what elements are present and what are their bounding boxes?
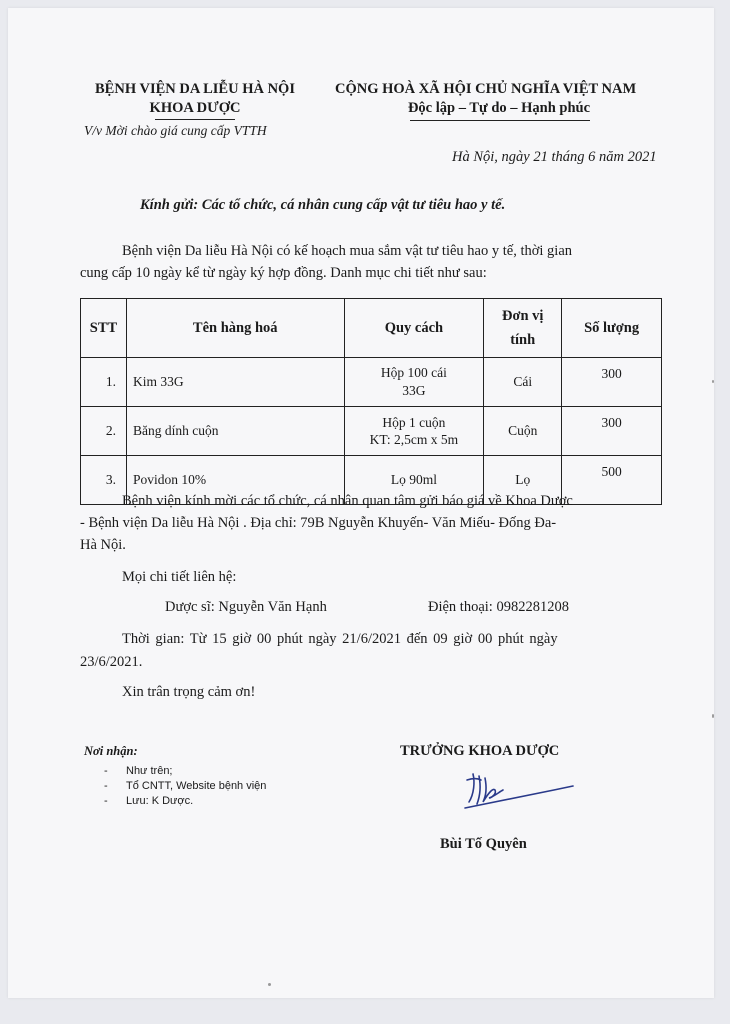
header-unit-line2: tính: [510, 332, 536, 348]
contact-person: Dược sĩ: Nguyễn Văn Hạnh: [165, 599, 327, 615]
handwritten-signature: [455, 768, 585, 818]
cell-name: Băng dính cuộn: [126, 407, 344, 456]
contact-intro: Mọi chi tiết liên hệ:: [122, 569, 237, 585]
cell-spec-line2: KT: 2,5cm x 5m: [369, 432, 459, 447]
motto-underline: [410, 120, 590, 121]
recipient-item: - Lưu: K Dược.: [104, 794, 266, 809]
scan-speck: [712, 380, 714, 383]
header-spec: Quy cách: [344, 299, 484, 358]
invite-line: - Bệnh viện Da liễu Hà Nội . Địa chỉ: 79B Nguyễn Khuyến- Văn Miếu- Đống Đa-: [80, 515, 557, 531]
salutation: Kính gửi: Các tổ chức, cá nhân cung cấp vật tư tiêu hao y tế.: [140, 197, 506, 213]
table-row: [81, 407, 662, 456]
invite-line: Bệnh viện kính mời các tổ chức, cá nhân quan tâm gửi báo giá về Khoa Dược: [122, 493, 573, 509]
items-table: [80, 298, 662, 505]
intro-line: cung cấp 10 ngày kể từ ngày ký hợp đồng. Danh mục chi tiết như sau:: [80, 265, 487, 281]
cell-unit: Cái: [484, 358, 562, 407]
scan-speck: [268, 983, 271, 986]
cell-stt: 1.: [81, 358, 127, 407]
national-motto: Độc lập – Tự do – Hạnh phúc: [407, 100, 591, 116]
recipients-list: [104, 764, 266, 809]
table-row: [81, 358, 662, 407]
table-header-row: [81, 299, 662, 358]
time-line: Thời gian: Từ 15 giờ 00 phút ngày 21/6/2021 đến 09 giờ 00 phút ngày: [122, 631, 558, 647]
national-title: CỘNG HOÀ XÃ HỘI CHỦ NGHĨA VIỆT NAM: [335, 81, 637, 97]
cell-unit: Lọ: [484, 456, 562, 505]
subject-line: V/v Mời chào giá cung cấp VTTH: [84, 123, 267, 138]
signatory-name: Bùi Tố Quyên: [440, 836, 527, 852]
cell-spec-line2: 33G: [402, 383, 426, 398]
header-name: Tên hàng hoá: [126, 299, 344, 358]
thanks-line: Xin trân trọng cảm ơn!: [122, 684, 256, 700]
cell-name: Povidon 10%: [126, 456, 344, 505]
cell-name: Kim 33G: [126, 358, 344, 407]
recipient-item: - Như trên;: [104, 764, 266, 779]
signature-title: TRƯỞNG KHOA DƯỢC: [400, 743, 560, 759]
cell-spec-line1: Hộp 1 cuộn: [382, 415, 446, 430]
time-line: 23/6/2021.: [80, 654, 143, 670]
header-stt: STT: [81, 299, 127, 358]
organization-name: BỆNH VIỆN DA LIỄU HÀ NỘI: [95, 81, 295, 97]
intro-line: Bệnh viện Da liễu Hà Nội có kế hoạch mua sắm vật tư tiêu hao y tế, thời gian: [122, 243, 573, 259]
cell-spec: [344, 358, 484, 407]
cell-qty: 300: [562, 407, 662, 456]
cell-stt: 2.: [81, 407, 127, 456]
cell-unit: Cuộn: [484, 407, 562, 456]
department-underline: [155, 119, 235, 120]
header-qty: Số lượng: [562, 299, 662, 358]
cell-stt: 3.: [81, 456, 127, 505]
cell-spec-line1: Lọ 90ml: [390, 472, 437, 487]
header-unit: [484, 299, 562, 358]
cell-qty: 500: [562, 456, 662, 505]
contact-phone: Điện thoại: 0982281208: [428, 599, 569, 615]
recipients-title: Nơi nhận:: [84, 744, 138, 758]
document-date: Hà Nội, ngày 21 tháng 6 năm 2021: [452, 149, 657, 165]
scan-speck: [712, 714, 714, 718]
department-name: KHOA DƯỢC: [149, 100, 241, 116]
cell-qty: 300: [562, 358, 662, 407]
cell-spec: [344, 407, 484, 456]
cell-spec-line1: Hộp 100 cái: [380, 365, 447, 380]
recipient-item: - Tổ CNTT, Website bệnh viện: [104, 779, 266, 794]
header-unit-line1: Đơn vị: [501, 308, 544, 324]
invite-line: Hà Nội.: [80, 537, 126, 553]
